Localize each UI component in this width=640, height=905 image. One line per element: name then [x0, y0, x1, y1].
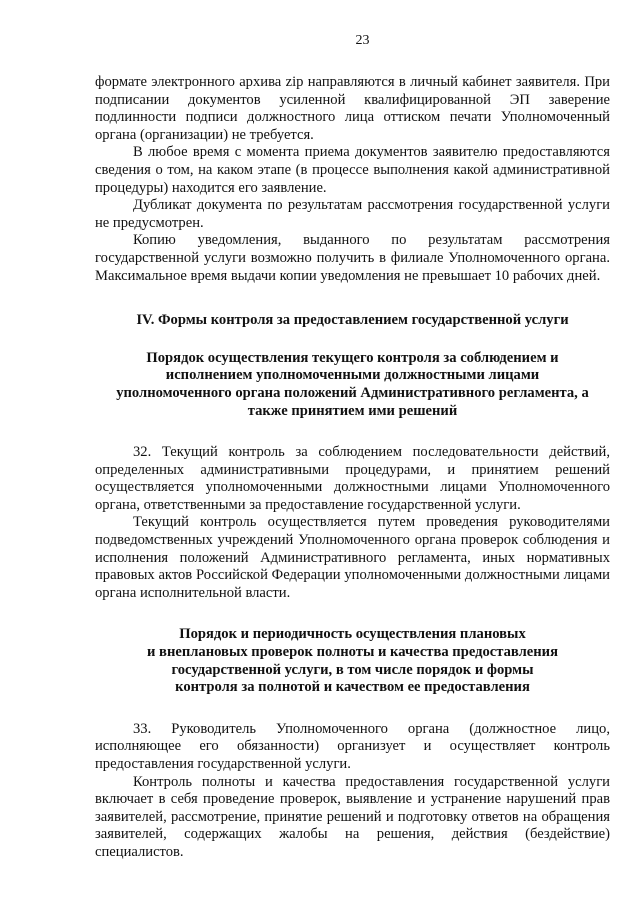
- subsection-title-line: и внеплановых проверок полноты и качества предоставления: [147, 644, 558, 661]
- subsection-title-line: уполномоченного органа положений Административного регламента, а: [116, 384, 589, 401]
- paragraph-quality-control: Контроль полноты и качества предоставления государственной услуги включает в себя проведение проверок, выявление и устранение нарушений прав заявителей, рассмотрение, принятие решений и подготовку ответов на обращения заявителей, содержащих жалобы на решения, действия (бездействие) специалистов.: [95, 773, 610, 860]
- subsection-title-current-control: [95, 350, 610, 420]
- page-number: 23: [355, 33, 370, 48]
- subsection-title-line: Порядок и периодичность осуществления плановых: [179, 626, 526, 643]
- paragraph-33: 33. Руководитель Уполномоченного органа (должностное лицо, исполняющее его обязанности) организует и осуществляет контроль предоставления государственной услуги.: [95, 720, 610, 772]
- subsection-title-line: контроля за полнотой и качеством ее предоставления: [175, 679, 530, 696]
- paragraph-notification-copy: Копию уведомления, выданного по результатам рассмотрения государственной услуги возможно получить в филиале Уполномоченного органа. Максимальное время выдачи копии уведомления не превышает 10 рабочих дней.: [95, 232, 610, 284]
- section-title: IV. Формы контроля за предоставлением государственной услуги: [136, 312, 569, 329]
- subsection-title-line: государственной услуги, в том числе порядок и формы: [171, 661, 534, 678]
- paragraph-status-info: В любое время с момента приема документов заявителю предоставляются сведения о том, на каком этапе (в процессе выполнения какой административной процедуры) находится его заявление.: [95, 144, 610, 196]
- paragraph-current-control-method: Текущий контроль осуществляется путем проведения руководителями подведомственных учреждений Уполномоченного органа проверок соблюдения и исполнения положений Административного регламента, иных нормативных правовых актов Российской Федерации уполномоченными должностными лицами органа исполнительной власти.: [95, 514, 610, 601]
- subsection-title-line: исполнением уполномоченными должностными лицами: [165, 367, 540, 384]
- paragraph-32: 32. Текущий контроль за соблюдением последовательности действий, определенных административными процедурами, и принятием решений осуществляется уполномоченными должностными лицами Уполномоченного органа, ответственными за предоставление государственной услуги.: [95, 444, 610, 513]
- paragraph-duplicate: Дубликат документа по результатам рассмотрения государственной услуги не предусмотрен.: [95, 197, 610, 231]
- paragraph-archive-zip: формате электронного архива zip направляются в личный кабинет заявителя. При подписании документов усиленной квалифицированной ЭП заверение подлинности подписи должностного лица оттиском печати Уполномоченный органа (организации) не требуется.: [95, 74, 610, 143]
- subsection-title-line: Порядок осуществления текущего контроля за соблюдением и: [146, 349, 559, 366]
- subsection-title-line: также принятием ими решений: [247, 402, 458, 419]
- subsection-title-inspections: [95, 626, 610, 696]
